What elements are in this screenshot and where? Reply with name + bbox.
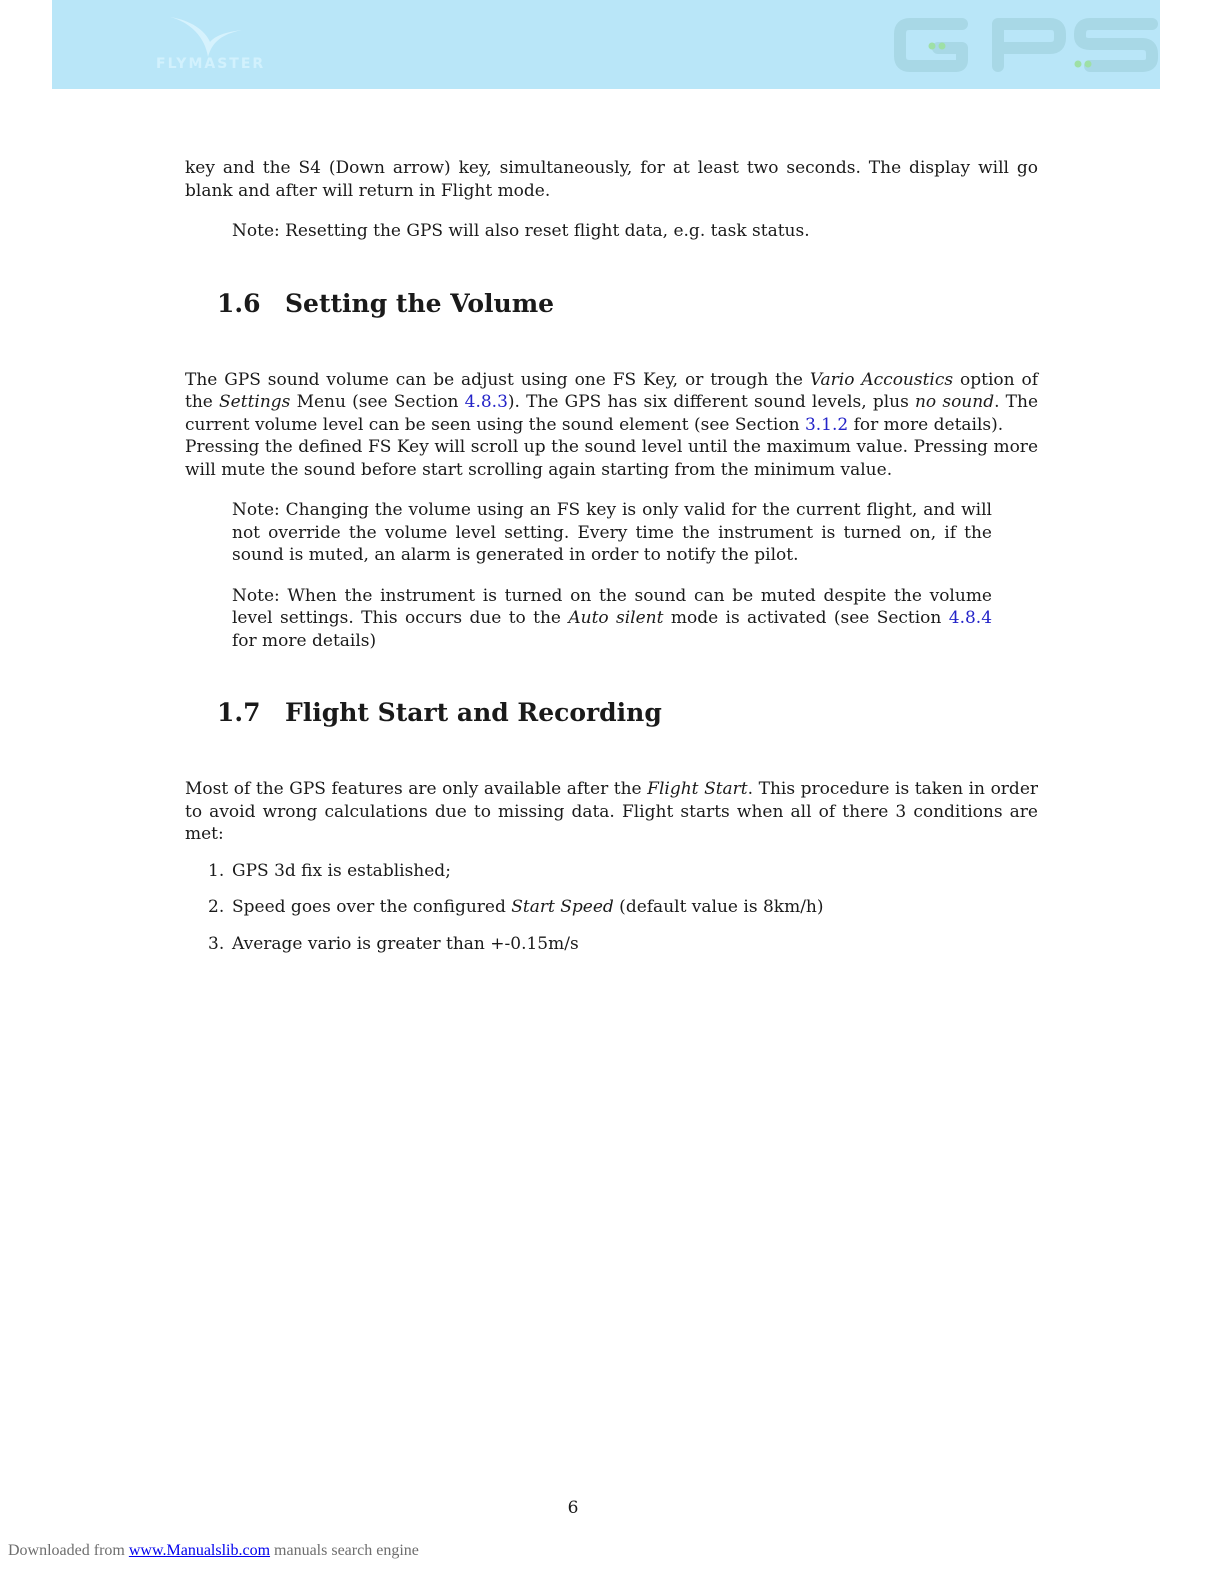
- section-number: 1.6: [217, 288, 261, 318]
- section-heading-1-6: [185, 289, 1038, 319]
- section-title: Flight Start and Recording: [285, 698, 662, 727]
- list-item: [208, 860, 1038, 883]
- text: for more details): [232, 630, 377, 651]
- flymaster-wing-icon: [160, 12, 250, 62]
- text: option of the: [185, 369, 1038, 412]
- emphasis-auto-silent: Auto silent: [568, 608, 664, 628]
- text: Most of the GPS features are only available after the: [185, 779, 648, 799]
- list-number: 3.: [208, 933, 225, 954]
- manualslib-link[interactable]: www.Manualslib.com: [128, 1542, 271, 1559]
- section-link-3-1-2[interactable]: 3.1.2: [804, 414, 849, 435]
- list-text: GPS 3d fix is established;: [232, 860, 451, 881]
- list-number: 1.: [208, 860, 225, 881]
- section-link-4-8-4[interactable]: 4.8.4: [948, 608, 993, 628]
- text: mode is activated (see Section: [663, 608, 949, 628]
- paragraph-reset-continued: key and the S4 (Down arrow) key, simultaneously, for at least two seconds. The display will go blank and after will return in Flight mode.: [185, 158, 1038, 201]
- footer-suffix: manuals search engine: [270, 1542, 419, 1559]
- brand-logo-text: FLYMASTER: [156, 56, 266, 72]
- text: Note: When the instrument is turned on the sound can be muted despite the volume level settings. This occurs due to the: [232, 585, 992, 628]
- section-number: 1.7: [217, 698, 261, 727]
- list-item: [208, 933, 1038, 956]
- paragraph-volume: [185, 369, 1038, 437]
- text: . This procedure is taken in order to avoid wrong calculations due to missing data. Flight starts when all of there 3 conditions are met:: [185, 779, 1039, 844]
- text: The GPS sound volume can be adjust using one FS Key, or trough the: [185, 369, 810, 390]
- page-content: [185, 157, 1038, 969]
- note-muted: [232, 585, 992, 653]
- text: Menu (see Section: [290, 392, 465, 412]
- emphasis-no-sound: no sound: [914, 392, 995, 412]
- note-volume: Note: Changing the volume using an FS key is only valid for the current flight, and will not override the volume level setting. Every time the instrument is turned on, if the sound is muted, an alarm is generated in order to notify the pilot.: [232, 500, 992, 565]
- list-text: (default value is 8km/h): [613, 897, 824, 917]
- section-link-4-8-3[interactable]: 4.8.3: [464, 392, 508, 412]
- emphasis-flight-start: Flight Start: [647, 779, 748, 799]
- list-text: Average vario is greater than +-0.15m/s: [232, 933, 579, 954]
- paragraph-flight-start: [185, 778, 1038, 846]
- emphasis-settings: Settings: [219, 392, 291, 412]
- page-number: 6: [567, 1498, 579, 1518]
- gps-logo-icon: [890, 14, 1166, 76]
- footer-prefix: Downloaded from: [8, 1542, 129, 1559]
- note-reset: Note: Resetting the GPS will also reset flight data, e.g. task status.: [232, 221, 810, 241]
- text: ). The GPS has six different sound levels, plus: [507, 392, 915, 412]
- list-text: Speed goes over the configured: [232, 897, 512, 917]
- section-title: Setting the Volume: [285, 288, 555, 318]
- text: . The current volume level can be seen using the sound element (see Section: [185, 392, 1039, 435]
- list-item: [208, 896, 1038, 919]
- emphasis-start-speed: Start Speed: [511, 897, 614, 917]
- section-heading-1-7: [185, 698, 1038, 728]
- download-footer: [8, 1542, 419, 1560]
- header-banner: [52, 0, 1160, 89]
- paragraph-volume-scroll: Pressing the defined FS Key will scroll up the sound level until the maximum value. Pressing more will mute the sound before start scrolling again starting from the minimum value.: [185, 437, 1038, 480]
- text: for more details).: [848, 414, 1004, 435]
- conditions-list: [185, 860, 1038, 956]
- list-number: 2.: [208, 897, 225, 917]
- emphasis-vario-accoustics: Vario Accoustics: [809, 369, 954, 390]
